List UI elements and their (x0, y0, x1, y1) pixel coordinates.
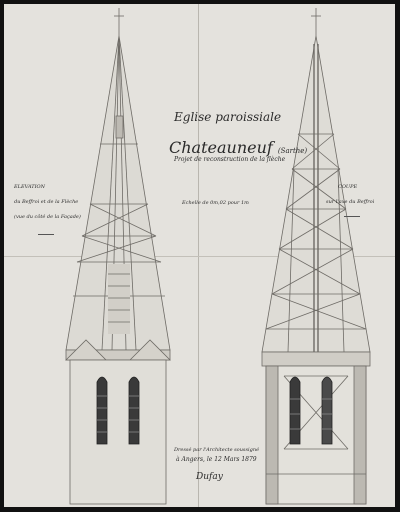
place-name-text: Chateauneuf (169, 138, 273, 157)
elevation-window-left (97, 377, 107, 444)
section-spire (262, 36, 370, 352)
section-drawing (262, 8, 370, 504)
scale-note: Echelle de 0m,02 pour 1m (182, 200, 249, 206)
drawing-sheet (4, 4, 395, 507)
section-wall-left (266, 366, 278, 504)
drawing-title: Eglise paroissiale (174, 110, 282, 124)
section-label: COUPE (338, 184, 358, 190)
section-tower (266, 366, 366, 504)
elevation-spire (66, 36, 170, 350)
elevation-note: (vue du côté de la Façade) (14, 214, 81, 220)
section-underline (344, 216, 360, 217)
section-description: sur l'axe du Beffroi (326, 199, 375, 205)
signature-line-2: à Angers, le 12 Mars 1879 (176, 456, 257, 463)
architect-signature: Dufay (196, 472, 223, 482)
elevation-cross (114, 8, 124, 36)
elevation-drawing (66, 8, 170, 504)
elevation-window-right (129, 377, 139, 444)
section-wall-right (354, 366, 366, 504)
place-suffix: (Sarthe) (277, 147, 308, 155)
architectural-drawing (4, 4, 395, 507)
elevation-label: ELEVATION (14, 184, 46, 190)
elevation-description: du Beffroi et de la Flèche (14, 199, 79, 205)
section-window-left (290, 377, 300, 444)
elevation-underline (38, 234, 54, 235)
section-cross (311, 8, 321, 36)
section-window-right (322, 377, 332, 444)
place-name (169, 138, 307, 157)
signature-line-1: Dressé par l'Architecte soussigné (174, 447, 260, 453)
section-cornice (262, 352, 370, 366)
elevation-tower (70, 360, 166, 504)
project-subtitle: Projet de reconstruction de la flèche (174, 156, 286, 163)
